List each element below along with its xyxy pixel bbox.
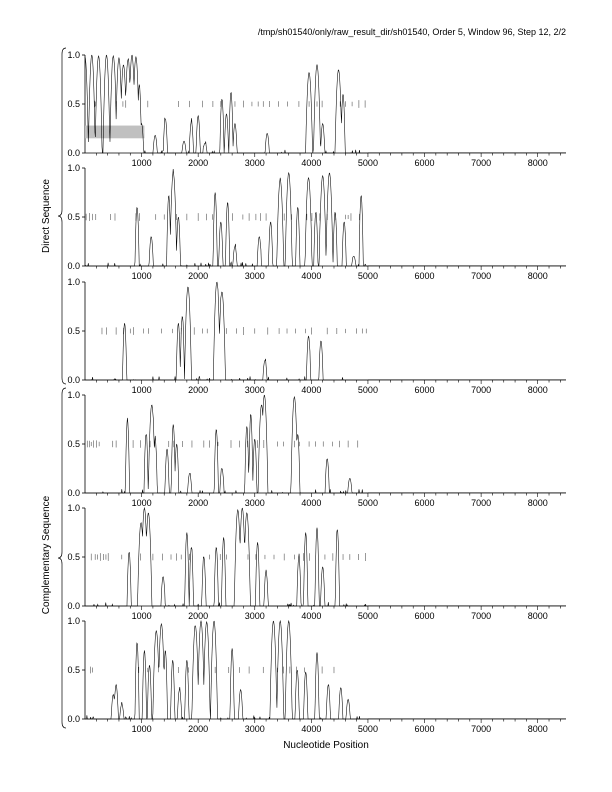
x-tick-label: 5000 (357, 385, 378, 395)
x-tick-label: 4000 (301, 724, 322, 734)
x-tick-label: 8000 (527, 611, 548, 621)
x-tick-label: 8000 (527, 724, 548, 734)
x-tick-label: 5000 (357, 611, 378, 621)
probability-line (85, 55, 368, 153)
x-tick-label: 2000 (188, 385, 209, 395)
x-tick-label: 2000 (188, 158, 209, 168)
x-tick-label: 1000 (131, 271, 152, 281)
x-tick-label: 2000 (188, 611, 209, 621)
panel-2 (67, 163, 566, 281)
x-tick-label: 2000 (188, 498, 209, 508)
x-tick-label: 3000 (244, 724, 265, 734)
x-tick-label: 5000 (357, 158, 378, 168)
x-tick-label: 8000 (527, 498, 548, 508)
panel-1 (67, 50, 566, 168)
highlight-band (85, 126, 144, 139)
x-tick-label: 7000 (471, 158, 492, 168)
brace-direct (58, 48, 66, 384)
x-tick-label: 8000 (527, 158, 548, 168)
y-tick-label: 0.0 (67, 714, 80, 724)
x-tick-label: 8000 (527, 385, 548, 395)
x-tick-label: 5000 (357, 498, 378, 508)
y-tick-label: 0.5 (67, 552, 80, 562)
panel-6 (67, 616, 566, 734)
y-tick-label: 0.5 (67, 665, 80, 675)
y-tick-label: 1.0 (67, 277, 80, 287)
x-tick-label: 2000 (188, 724, 209, 734)
x-tick-label: 4000 (301, 385, 322, 395)
probability-line (85, 621, 368, 719)
y-tick-label: 1.0 (67, 616, 80, 626)
x-tick-label: 1000 (131, 385, 152, 395)
y-tick-label: 0.0 (67, 375, 80, 385)
x-tick-label: 6000 (414, 385, 435, 395)
x-tick-label: 6000 (414, 611, 435, 621)
y-tick-label: 0.0 (67, 488, 80, 498)
y-tick-label: 0.5 (67, 326, 80, 336)
x-tick-label: 8000 (527, 271, 548, 281)
plot-panels (67, 50, 566, 734)
group-label-direct: Direct Sequence (41, 179, 52, 253)
x-tick-label: 3000 (244, 611, 265, 621)
y-tick-label: 1.0 (67, 163, 80, 173)
y-tick-label: 0.0 (67, 261, 80, 271)
x-tick-label: 6000 (414, 158, 435, 168)
y-tick-label: 1.0 (67, 50, 80, 60)
probability-line (85, 395, 368, 493)
x-tick-label: 2000 (188, 271, 209, 281)
x-tick-label: 5000 (357, 271, 378, 281)
y-tick-label: 0.5 (67, 99, 80, 109)
probability-line (85, 169, 368, 266)
figure-header: /tmp/sh01540/only/raw_result_dir/sh01540, Order 5, Window 96, Step 12, 2/2 (257, 27, 566, 37)
x-tick-label: 4000 (301, 271, 322, 281)
y-tick-label: 0.0 (67, 148, 80, 158)
x-tick-label: 5000 (357, 724, 378, 734)
x-tick-label: 6000 (414, 498, 435, 508)
x-tick-label: 7000 (471, 498, 492, 508)
x-tick-label: 1000 (131, 158, 152, 168)
x-tick-label: 3000 (244, 498, 265, 508)
x-tick-label: 4000 (301, 611, 322, 621)
panel-4 (67, 390, 566, 508)
x-tick-label: 1000 (131, 724, 152, 734)
y-tick-label: 0.0 (67, 601, 80, 611)
x-tick-label: 7000 (471, 724, 492, 734)
y-tick-label: 0.5 (67, 439, 80, 449)
x-tick-label: 1000 (131, 498, 152, 508)
x-tick-label: 3000 (244, 158, 265, 168)
y-tick-label: 0.5 (67, 212, 80, 222)
brace-complementary (58, 388, 66, 728)
y-tick-label: 1.0 (67, 503, 80, 513)
x-tick-label: 4000 (301, 498, 322, 508)
x-tick-label: 4000 (301, 158, 322, 168)
x-tick-label: 7000 (471, 271, 492, 281)
x-tick-label: 6000 (414, 724, 435, 734)
x-tick-label: 6000 (414, 271, 435, 281)
x-tick-label: 7000 (471, 611, 492, 621)
x-axis-title: Nucleotide Position (283, 740, 369, 751)
y-tick-label: 1.0 (67, 390, 80, 400)
x-tick-label: 7000 (471, 385, 492, 395)
x-tick-label: 3000 (244, 271, 265, 281)
panel-3 (67, 277, 566, 395)
group-label-complementary: Complementary Sequence (41, 495, 52, 615)
x-tick-label: 1000 (131, 611, 152, 621)
group-braces (58, 48, 66, 728)
x-tick-label: 3000 (244, 385, 265, 395)
panel-5 (67, 503, 566, 621)
